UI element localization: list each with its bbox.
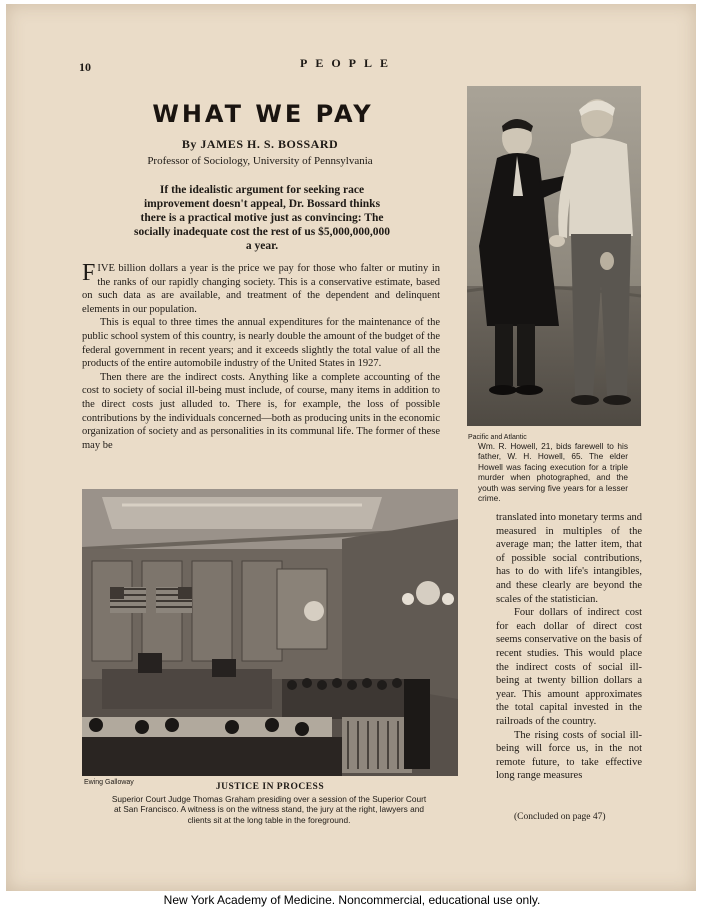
paragraph-1 <box>82 262 440 316</box>
page-number: 10 <box>79 60 91 74</box>
photo-courtroom-image <box>82 489 458 776</box>
paragraph-4: translated into monetary terms and measured in multiples of the average man; the latter item, that of possible social contributions, has to do with life's intangibles, and these clearly are beyond the scales of the statistician. <box>496 512 642 605</box>
paragraph-6: The rising costs of social ill-being will force us, in the not remote future, to take effective long range measures <box>496 729 642 782</box>
body-column-right <box>496 511 642 783</box>
paragraph-3: Then there are the indirect costs. Anything like a complete accounting of the cost to society of social ill-being must include, of course, many items in addition to the direct costs just alluded to. There is, for example, the loss of possible contributions by the individuals concerned—both as producing units in the economic organization of society and as personalities in its communal life. The former of these may be <box>82 371 440 451</box>
article-deck: If the idealistic argument for seeking race improvement doesn't appeal, Dr. Bossard thinks there is a practical motive just as convincing: The socially inadequate cost the rest of us $5,000,000,000 a year. <box>134 184 390 252</box>
article-title: WHAT WE PAY <box>152 100 374 128</box>
photo-courtroom <box>82 489 458 776</box>
running-header: PEOPLE <box>300 56 397 70</box>
byline: By JAMES H. S. BOSSARD <box>181 137 339 151</box>
photo-credit-2: Ewing Galloway <box>84 779 134 786</box>
author-affiliation: Professor of Sociology, University of Pennsylvania <box>147 155 373 167</box>
photo-caption-2-title: JUSTICE IN PROCESS <box>215 782 325 792</box>
photo-caption-2: Superior Court Judge Thomas Graham presiding over a session of the Superior Court at San Francisco. A witness is on the witness stand, the jury at the right, lawyers and clients sit at the long table in the foreground. <box>111 794 427 825</box>
continued-note: (Concluded on page 47) <box>514 812 606 822</box>
paragraph-2: This is equal to three times the annual expenditures for the maintenance of the public school system of this country, is nearly double the amount of the budget of the federal government in recent years; and it exceeds slightly the total value of all the products of the entire automobile industry of the United States in 1927. <box>82 317 440 370</box>
drop-cap: F <box>82 260 96 286</box>
photo-credit-1: Pacific and Atlantic <box>468 434 527 441</box>
paragraph-5: Four dollars of indirect cost for each dollar of direct cost seems conservative on the basis of recent studies. This would place the indirect costs of social ill-being at twenty billion dollars a year. This amount approximates the total capital invested in the railroads of the country. <box>496 607 642 727</box>
photo-father-son-image <box>467 86 641 426</box>
archive-footer: New York Academy of Medicine. Noncommercial, educational use only. <box>163 893 541 907</box>
body-column-left <box>82 262 440 452</box>
photo-caption-1: Wm. R. Howell, 21, bids farewell to his father, W. H. Howell, 65. The elder Howell was facing execution for a triple murder when photographed, and the youth was serving five years for a lesser crime. <box>478 441 628 504</box>
paragraph-1-text: IVE billion dollars a year is the price we pay for those who falter or mutiny in the ranks of our rapidly changing society. This is a conservative estimate, based on such data as are available, and treatment of the dependent and delinquent elements in our population. <box>82 263 440 315</box>
photo-father-son <box>467 86 641 426</box>
